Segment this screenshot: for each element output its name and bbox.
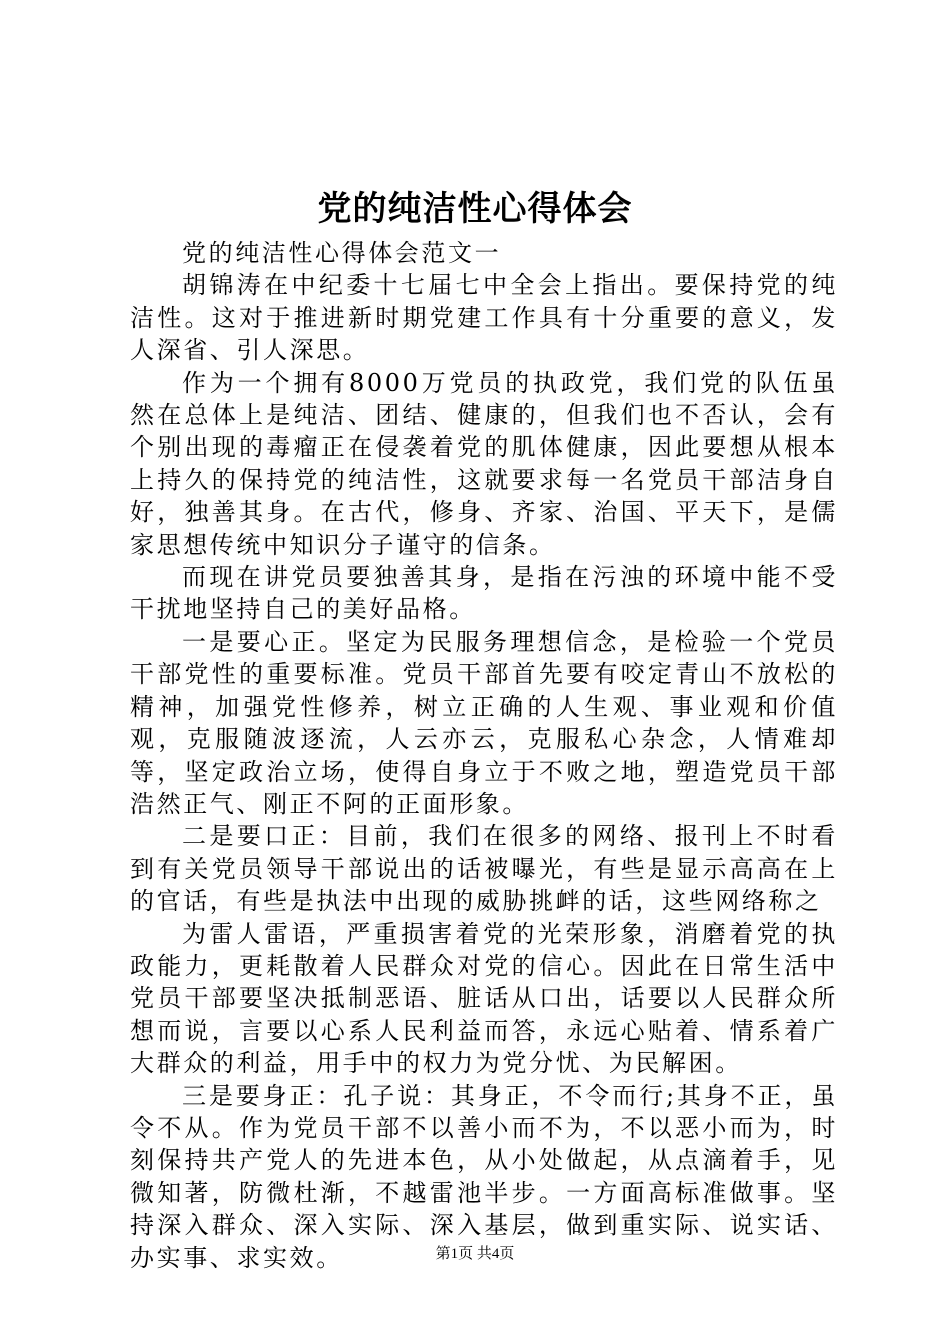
paragraph: 三是要身正：孔子说：其身正，不令而行;其身不正，虽令不从。作为党员干部不以善小而不为，不以恶小而为，时刻保持共产党人的先进本色，从小处做起，从点滴着手，见微知著，防微杜渐，不越雷池半步。一方面高标准做事。坚持深入群众、深入实际、深入基层，做到重实际、说实话、办实事、求实效。 [130,1081,838,1272]
paragraph: 作为一个拥有8000万党员的执政党，我们党的队伍虽然在总体上是纯洁、团结、健康的，但我们也不否认，会有个别出现的毒瘤正在侵袭着党的肌体健康，因此要想从根本上持久的保持党的纯洁性，这就要求每一名党员干部洁身自好，独善其身。在古代，修身、齐家、治国、平天下，是儒家思想传统中知识分子谨守的信条。 [130,368,838,559]
paragraph: 胡锦涛在中纪委十七届七中全会上指出。要保持党的纯洁性。这对于推进新时期党建工作具有十分重要的意义，发人深省、引人深思。 [130,271,838,365]
paragraph-subtitle: 党的纯洁性心得体会范文一 [182,239,502,267]
document-title: 党的纯洁性心得体会 [317,189,633,229]
page-number: 第1页 共4页 [435,1246,515,1262]
paragraph: 二是要口正：目前，我们在很多的网络、报刊上不时看到有关党员领导干部说出的话被曝光，有些是显示高高在上的官话，有些是执法中出现的威胁挑衅的话，这些网络称之 [130,822,838,916]
paragraph: 一是要心正。坚定为民服务理想信念，是检验一个党员干部党性的重要标准。党员干部首先要有咬定青山不放松的精神，加强党性修养，树立正确的人生观、事业观和价值观，克服随波逐流，人云亦云，克服私心杂念，人情难却等，坚定政治立场，使得自身立于不败之地，塑造党员干部浩然正气、刚正不阿的正面形象。 [130,627,838,818]
document-body [130,237,838,1274]
paragraph: 为雷人雷语，严重损害着党的光荣形象，消磨着党的执政能力，更耗散着人民群众对党的信心。因此在日常生活中党员干部要坚决抵制恶语、脏话从口出，话要以人民群众所想而说，言要以心系人民利益而答，永远心贴着、情系着广大群众的利益，用手中的权力为党分忧、为民解困。 [130,919,838,1078]
paragraph: 而现在讲党员要独善其身，是指在污浊的环境中能不受干扰地坚持自己的美好品格。 [130,563,838,624]
